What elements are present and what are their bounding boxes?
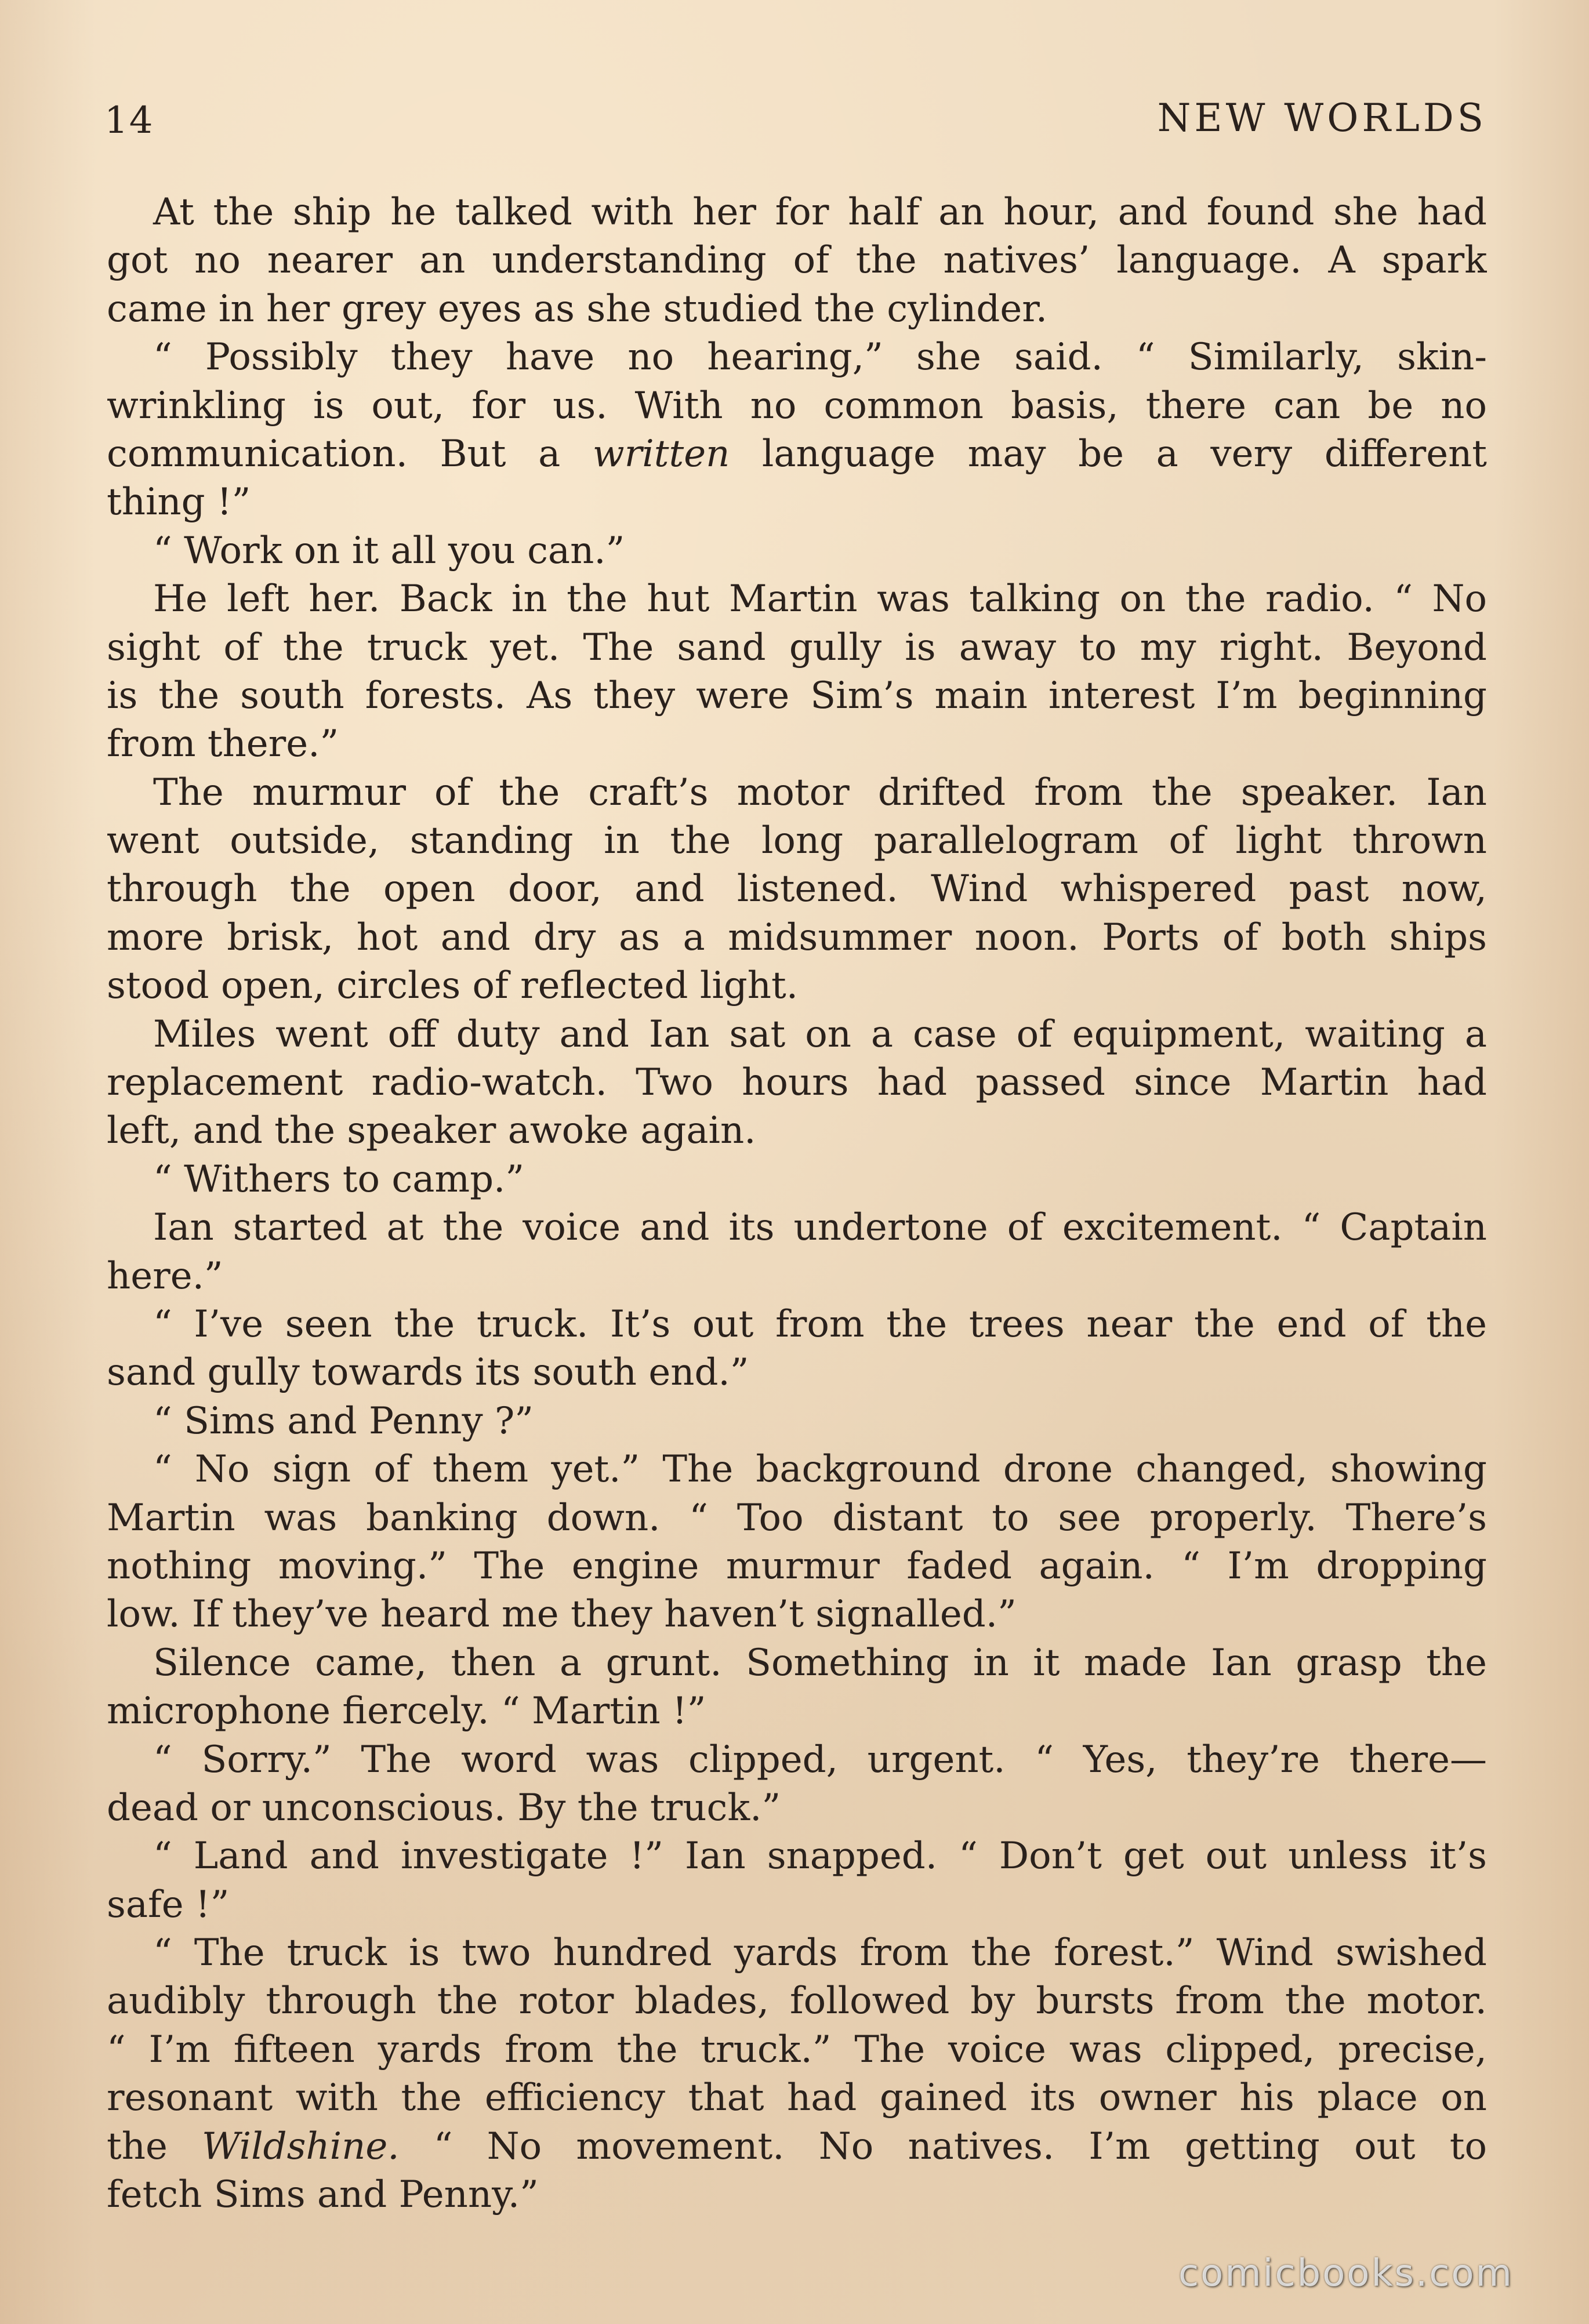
text-line: “ No sign of them yet.” The background drone changed, showing [153, 1448, 1487, 1491]
text-line: audibly through the rotor blades, followed by bursts from the motor. [107, 1980, 1487, 2023]
running-head: NEW WORLDS [1157, 96, 1487, 140]
text-line: low. If they’ve heard me they haven’t signalled.” [107, 1593, 1017, 1636]
text-line: stood open, circles of reflected light. [107, 964, 799, 1008]
text-line: through the open door, and listened. Wind whispered past now, [107, 867, 1487, 911]
text-line: “ Sims and Penny ?” [153, 1399, 534, 1443]
text-line: wrinkling is out, for us. With no common basis, there can be no [107, 384, 1487, 427]
text-line: fetch Sims and Penny.” [107, 2173, 539, 2217]
text-line: sand gully towards its south end.” [107, 1351, 749, 1395]
text-line: “ Land and investigate !” Ian snapped. “ Don’t get out unless it’s [153, 1835, 1487, 1878]
text-line: “ Withers to camp.” [153, 1157, 525, 1201]
text-line: “ The truck is two hundred yards from the forest.” Wind swished [153, 1931, 1487, 1975]
text-line: came in her grey eyes as she studied the cylinder. [107, 287, 1048, 331]
text-line [107, 430, 1487, 478]
text-line: more brisk, hot and dry as a midsummer noon. Ports of both ships [107, 916, 1487, 959]
text-line: went outside, standing in the long parallelogram of light thrown [107, 819, 1487, 863]
page-number: 14 [104, 99, 154, 142]
text-line: left, and the speaker awoke again. [107, 1109, 756, 1153]
text-line: “ I’ve seen the truck. It’s out from the trees near the end of the [153, 1302, 1487, 1346]
text-line: Miles went off duty and Ian sat on a case of equipment, waiting a [153, 1012, 1487, 1056]
text-line: thing !” [107, 481, 251, 524]
text-line: He left her. Back in the hut Martin was talking on the radio. “ No [153, 578, 1487, 621]
text-line: The murmur of the craft’s motor drifted from the speaker. Ian [153, 771, 1487, 814]
text-line [107, 2123, 1487, 2171]
text-line: At the ship he talked with her for half an hour, and found she had [153, 191, 1487, 234]
text-run: language may be a very different [730, 432, 1487, 475]
text-line: resonant with the efficiency that had gained its owner his place on [107, 2076, 1487, 2120]
text-line: nothing moving.” The engine murmur faded again. “ I’m dropping [107, 1544, 1487, 1588]
watermark: comicbooks.com [1178, 2252, 1514, 2295]
text-line: sight of the truck yet. The sand gully is away to my right. Beyond [107, 626, 1487, 669]
text-run: communication. But a [107, 432, 593, 475]
text-line: “ Possibly they have no hearing,” she said. “ Similarly, skin- [153, 336, 1487, 379]
text-line: “ Work on it all you can.” [153, 529, 625, 572]
text-line: is the south forests. As they were Sim’s main interest I’m beginning [107, 674, 1487, 717]
text-run: the [107, 2125, 202, 2168]
text-line: microphone fiercely. “ Martin !” [107, 1690, 706, 1733]
body-text [107, 188, 1487, 2219]
text-line: Ian started at the voice and its undertone of excitement. “ Captain [153, 1206, 1487, 1250]
text-line: dead or unconscious. By the truck.” [107, 1786, 781, 1829]
text-line: here.” [107, 1254, 223, 1298]
text-line: “ Sorry.” The word was clipped, urgent. “ Yes, they’re there— [153, 1738, 1487, 1781]
text-line: got no nearer an understanding of the natives’ language. A spark [107, 239, 1487, 282]
text-line: Silence came, then a grunt. Something in it made Ian grasp the [153, 1641, 1487, 1684]
text-run: “ No movement. No natives. I’m getting out to [399, 2125, 1487, 2168]
text-line: Martin was banking down. “ Too distant to see properly. There’s [107, 1496, 1487, 1539]
text-line: from there.” [107, 722, 339, 766]
italic-text: written [592, 432, 730, 475]
text-line: “ I’m fifteen yards from the truck.” The voice was clipped, precise, [107, 2028, 1487, 2071]
italic-text: Wildshine. [202, 2125, 400, 2168]
text-line: safe !” [107, 1883, 230, 1926]
text-line: replacement radio-watch. Two hours had passed since Martin had [107, 1061, 1487, 1105]
